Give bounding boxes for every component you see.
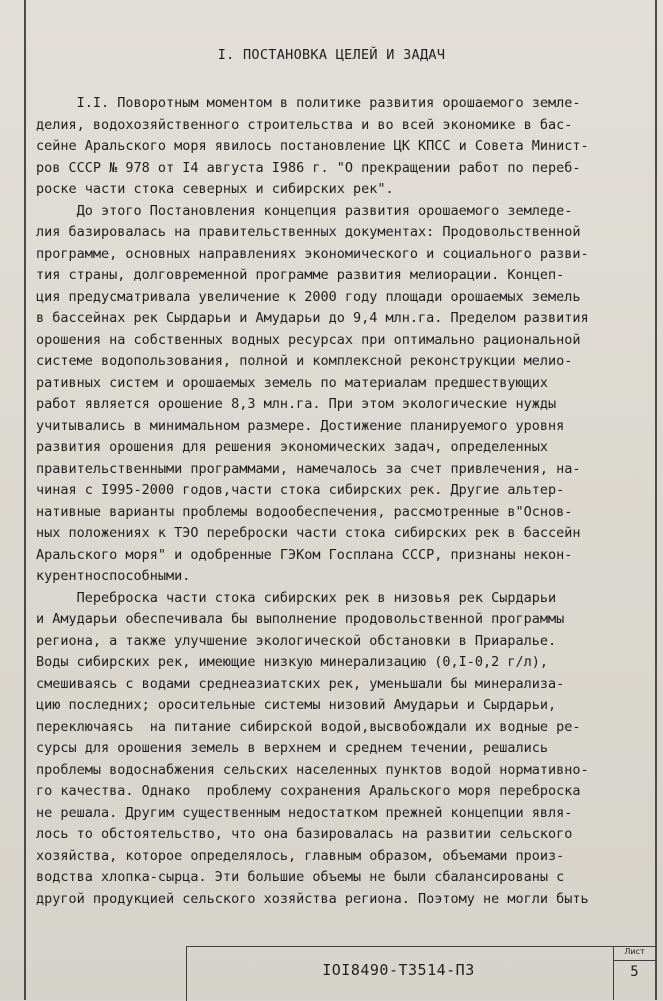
text-line: смешиваясь с водами среднеазиатских рек, уменьшали бы минерализа- [36,675,565,692]
text-line: Воды сибирских рек, имеющие низкую минерализацию (0,I-0,2 г/л), [36,654,549,670]
text-line: цию последних; оросительные системы низовий Амударьи и Сырдарьи, [36,697,557,713]
sheet-cell-divider [613,960,655,961]
section-heading: I. ПОСТАНОВКА ЦЕЛЕЙ И ЗАДАЧ [217,47,446,63]
text-line: переключаясь на питание сибирской водой,высвобождали их водные ре- [36,718,581,735]
text-line: орошения на собственных водных ресурсах при оптимально рациональной [36,331,581,348]
text-line: тия страны, долговременной программе развития мелиорации. Концеп- [36,267,565,283]
text-line: роске части стока северных и сибирских рек". [36,181,394,197]
text-line: в бассейнах рек Сырдарьи и Амударьи до 9,4 млн.га. Пределом развития [36,310,589,326]
text-line: региона, а также улучшение экологической обстановки в Приаралье. [36,632,557,649]
text-line: сурсы для орошения земель в верхнем и среднем течении, решались [36,740,549,756]
sheet-number: 5 [630,964,639,980]
text-line: Аральского моря" и одобренные ГЭКом Госплана СССР, признаны некон- [36,546,573,563]
text-line: хозяйства, которое определялось, главным образом, объемами произ- [36,847,565,864]
text-line: развития орошения для решения экономических задач, определенных [36,439,549,455]
text-line: ных положениях к ТЭО переброски части стока сибирских рек в бассейн [36,525,581,541]
text-line: системе водопользования, полной и комплексной реконструкции мелио- [36,353,573,369]
text-line: I.I. Поворотным моментом в политике развития орошаемого земле- [36,95,581,111]
text-line: лия базировалась на правительственных документах: Продовольственной [36,224,581,240]
text-line: Переброска части стока сибирских рек в низовья рек Сырдарьи [36,589,557,606]
text-line: чиная с I995-2000 годов,части стока сибирских рек. Другие альтер- [36,482,565,498]
text-line: лось то обстоятельство, что она базировалась на развитии сельского [36,826,573,842]
text-line: и Амударьи обеспечивала бы выполнение продовольственной программы [36,611,565,627]
text-line: работ является орошение 8,3 млн.га. При этом экологические нужды [36,396,557,412]
text-line: До этого Постановления концепция развития орошаемого земледе- [36,202,573,219]
text-line: проблемы водоснабжения сельских населенных пунктов водой нормативно- [36,761,589,778]
text-line: сейне Аральского моря явилось постановление ЦК КПСС и Совета Минист- [36,138,589,154]
text-line: ция предусматривала увеличение к 2000 году площади орошаемых земель [36,288,581,305]
text-line: курентноспособными. [36,568,191,584]
text-line: ров СССР № 978 от I4 августа I986 г. "О прекращении работ по переб- [36,159,581,176]
text-line: программе, основных направлениях экономического и социального разви- [36,245,589,262]
text-line: ративных систем и орошаемых земель по материалам предшествующих [36,374,549,391]
text-line: учитывались в минимальном размере. Достижение планируемого уровня [36,417,565,434]
frame-left-border [24,0,26,1000]
text-line: не решала. Другим существенным недостатком прежней концепции явля- [36,804,573,821]
text-line: нативные варианты проблемы водообеспечения, рассмотренные в"Основ- [36,503,573,520]
text-line: водства хлопка-сырца. Эти большие объемы не были сбалансированы с [36,869,565,885]
text-line: го качества. Однако проблему сохранения Аральского моря переброска [36,783,581,799]
text-line: правительственными программами, намечалось за счет привлечения, на- [36,460,581,477]
sheet-label: Лист [624,947,645,956]
text-line: другой продукцией сельского хозяйства региона. Поэтому не могли быть [36,890,589,907]
document-code: IOI8490-Т3514-П3 [322,961,475,979]
frame-right-border [655,0,657,1000]
text-line: делия, водохозяйственного строительства и во всей экономике в бас- [36,116,573,133]
